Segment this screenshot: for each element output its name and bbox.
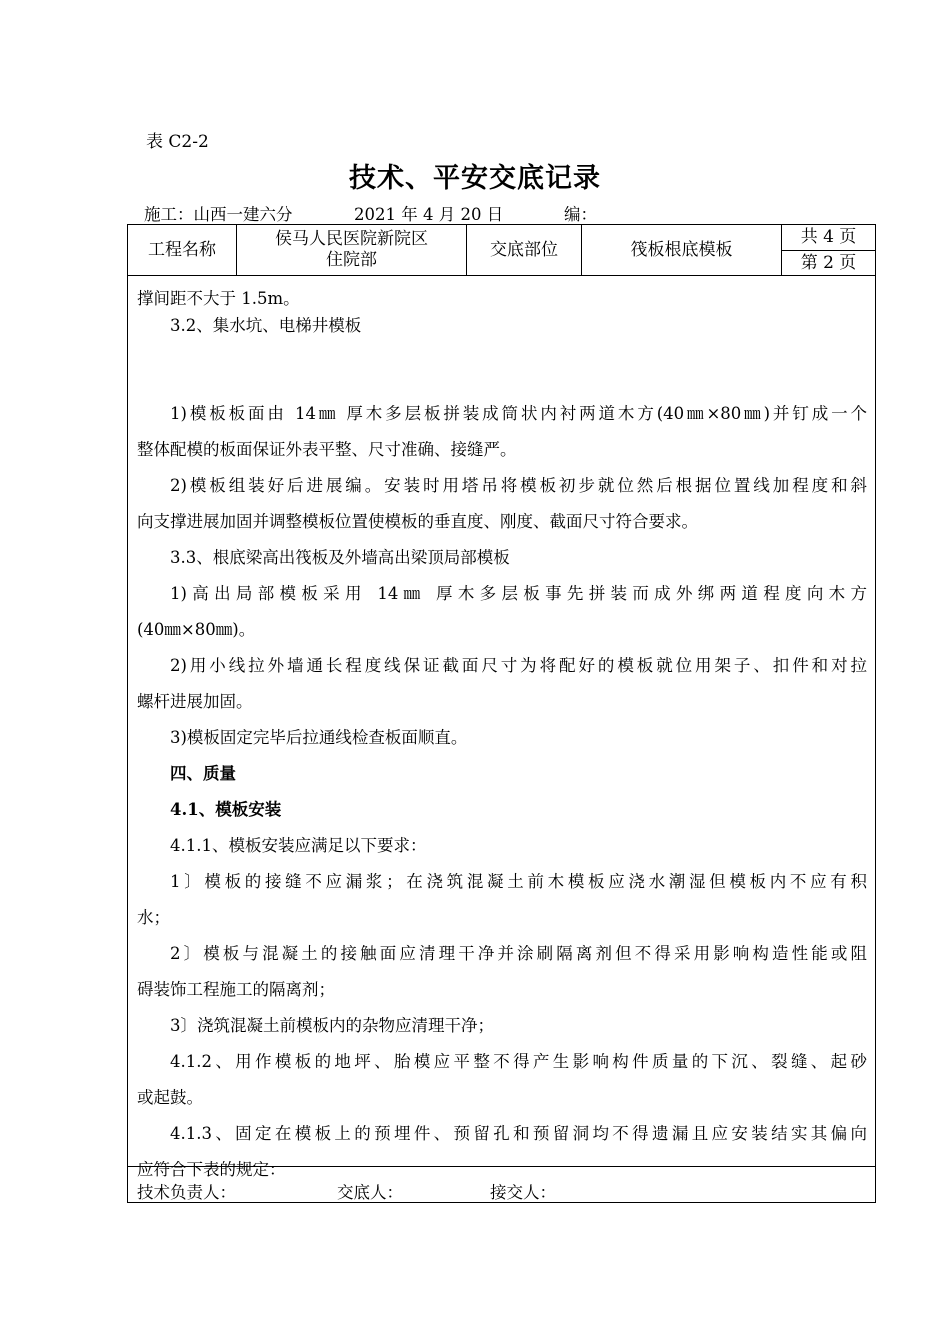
- receiver-signature: 接交人：: [490, 1183, 556, 1202]
- content-line: 螺杆进展加固。: [137, 692, 253, 711]
- project-name-label: 工程名称: [148, 239, 216, 260]
- disclosure-part-label: 交底部位: [490, 239, 558, 260]
- document-title: 技术、平安交底记录: [349, 163, 601, 194]
- content-line: 整体配模的板面保证外表平整、尺寸准确、接缝严。: [137, 440, 517, 459]
- record-table: [127, 224, 876, 1203]
- content-line: 3〕浇筑混凝土前模板内的杂物应清理干净；: [170, 1016, 494, 1035]
- content-line: 水；: [137, 908, 170, 927]
- construction-unit: 施工：山西一建六分: [144, 205, 293, 224]
- project-name-line2: 住院部: [326, 250, 377, 270]
- project-name-value: [237, 225, 466, 275]
- content-line: 4.1.3、固定在模板上的预埋件、预留孔和预留洞均不得遗漏且应安装结实其偏向: [170, 1124, 867, 1143]
- signature-divider: [128, 1166, 875, 1167]
- content-line: 2〕模板与混凝土的接触面应清理干净并涂刷隔离剂但不得采用影响构造性能或阻: [170, 944, 867, 963]
- content-line: 4.1.2、用作模板的地坪、胎模应平整不得产生影响构件质量的下沉、裂缝、起砂: [170, 1052, 867, 1071]
- section-heading: 四、质量: [170, 764, 236, 783]
- content-line: 3)模板固定完毕后拉通线检查板面顺直。: [170, 728, 468, 747]
- record-number: 编：: [564, 205, 597, 224]
- record-date: 2021 年 4 月 20 日: [354, 205, 504, 224]
- header-bottom-line: [128, 275, 875, 276]
- content-line: 应符合下表的规定：: [137, 1160, 286, 1179]
- discloser-signature: 交底人：: [337, 1183, 403, 1202]
- content-line: (40㎜×80㎜)。: [137, 620, 256, 639]
- project-name-line1: 侯马人民医院新院区: [275, 229, 428, 249]
- disclosure-part-value: 筏板根底模板: [630, 239, 733, 260]
- content-line: 撑间距不大于 1.5m。: [137, 289, 300, 308]
- content-line: 3.2、集水坑、电梯井模板: [170, 316, 362, 335]
- content-line: 1〕模板的接缝不应漏浆；在浇筑混凝土前木模板应浇水潮湿但模板内不应有积: [170, 872, 867, 891]
- content-line: 碍装饰工程施工的隔离剂；: [137, 980, 335, 999]
- content-line: 或起鼓。: [137, 1088, 203, 1107]
- content-line: 1)高出局部模板采用 14㎜ 厚木多层板事先拼装而成外绑两道程度向木方: [170, 584, 867, 603]
- content-line: 向支撑进展加固并调整模板位置使模板的垂直度、刚度、截面尺寸符合要求。: [137, 512, 698, 531]
- form-code: 表 C2-2: [146, 132, 209, 152]
- content-line: 2)用小线拉外墙通长程度线保证截面尺寸为将配好的模板就位用架子、扣件和对拉: [170, 656, 867, 675]
- content-line: 4.1.1、模板安装应满足以下要求：: [170, 836, 427, 855]
- content-line: 3.3、根底梁高出筏板及外墙高出梁顶局部模板: [170, 548, 510, 567]
- total-pages: 共 4 页: [800, 227, 857, 247]
- page-number: 第 2 页: [800, 252, 857, 273]
- subsection-heading: 4.1、模板安装: [170, 800, 282, 819]
- content-line: 2)模板组装好后进展编。安装时用塔吊将模板初步就位然后根据位置线加程度和斜: [170, 476, 867, 495]
- tech-lead-signature: 技术负责人：: [137, 1183, 236, 1202]
- content-line: 1)模板板面由 14㎜ 厚木多层板拼装成筒状内衬两道木方(40㎜×80㎜)并钉成一个: [170, 404, 867, 423]
